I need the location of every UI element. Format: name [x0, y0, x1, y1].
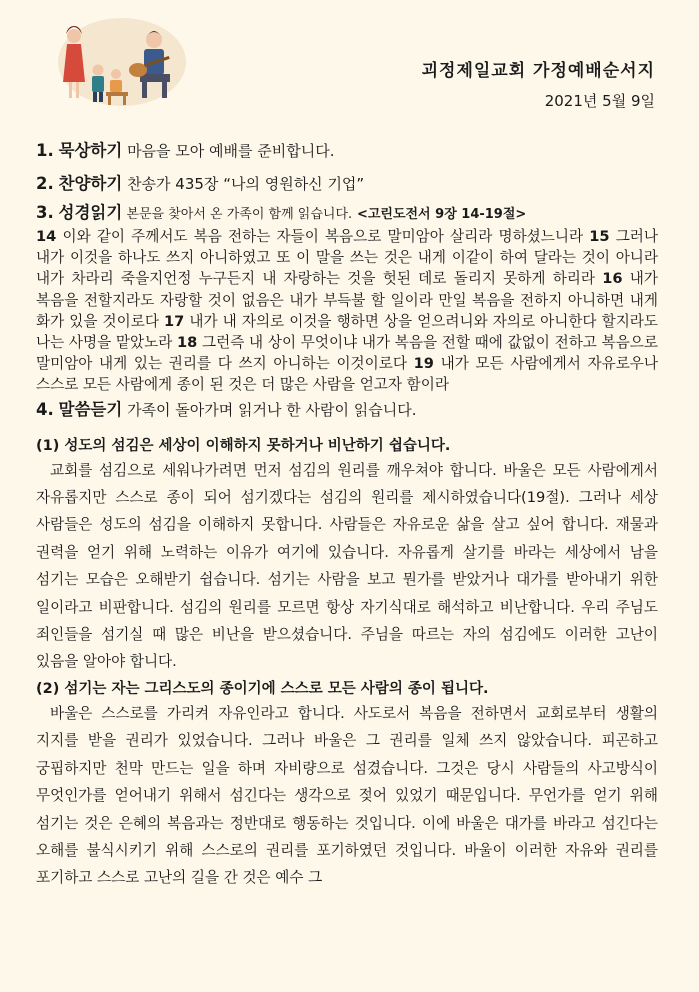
step-heading: 묵상하기	[58, 141, 123, 160]
step-scripture-reading	[36, 202, 658, 225]
step-text: 마음을 모아 예배를 준비합니다.	[122, 142, 335, 160]
document-date: 2021년 5월 9일	[544, 92, 655, 110]
worship-order	[36, 140, 658, 892]
verse-text: 이와 같이 주께서도 복음 전하는 자들이 복음으로 말미암아 살리라 명하셨느니라	[56, 228, 590, 245]
step-praise	[36, 173, 658, 195]
verse-text: 내가 복음을 전할지라도 자랑할 것이 없음은 내가 부득불 할 일이라 만일 복음을 전하지 아니하면 내게 화가 있을 것이로다	[36, 270, 658, 330]
step-heading: 성경읽기	[58, 203, 123, 222]
step-number: 2.	[36, 174, 54, 193]
step-heading: 말씀듣기	[58, 399, 123, 419]
verse-number: 15	[589, 228, 610, 245]
sermon-point-title: (1) 성도의 섬김은 세상이 이해하지 못하거나 비난하기 쉽습니다.	[36, 437, 451, 454]
sermon-point-body: 교회를 섬김으로 세워나가려면 먼저 섬김의 원리를 깨우쳐야 합니다. 바울은 모든 사람에게서 자유롭지만 스스로 종이 되어 섬기겠다는 섬김의 원리를 제시하였습니다(19절). 그러나 세상 사람들은 성도의 섬김을 이해하지 못합니다. 사람들은 자유로운 삶을 살고 싶어 합니다. 재물과 권력을 얻기 위해 노력하는 이유가 여기에 있습니다. 자유롭게 살기를 바라는 세상에서 남을 섬기는 모습은 오해받기 쉽습니다. 섬기는 사람을 보고 뭔가를 받았거나 대가를 받아내기 위한 일이라고 비판합니다. 섬김의 원리를 모르면 항상 자기식대로 해석하고 비난합니다. 우리 주님도 죄인들을 섬기실 때 많은 비난을 받으셨습니다. 주님을 따르는 자의 섬김에도 이러한 고난이 있음을 알아야 합니다.	[36, 461, 658, 671]
verse-number: 18	[177, 334, 198, 352]
sermon-point-title: (2) 섬기는 자는 그리스도의 종이기에 스스로 모든 사람의 종이 됩니다.	[36, 680, 489, 697]
verse-text: 그러나 내가 이것을 하나도 쓰지 아니하였고 또 이 말을 쓰는 것은 내게 이같이 하여 달라는 것이 아니라 내가 차라리 죽을지언정 누구든지 내 자랑하는 것을 헛된 데로 돌리지 못하게 하리라	[36, 228, 658, 288]
step-text: 가족이 돌아가며 읽거나 한 사람이 읽습니다.	[122, 400, 417, 419]
verse-number: 19	[413, 355, 434, 373]
step-number: 1.	[36, 141, 54, 160]
verse-number: 14	[36, 228, 57, 245]
document-title: 괴정제일교회 가정예배순서지	[421, 61, 655, 81]
family-worship-illustration	[48, 14, 196, 126]
step-meditation	[36, 140, 658, 162]
step-text: 찬송가 435장 “나의 영원하신 기업”	[122, 175, 365, 193]
step-sermon	[36, 399, 658, 421]
scripture-passage	[36, 226, 658, 396]
sermon-point-body: 바울은 스스로를 가리켜 자유인라고 합니다. 사도로서 복음을 전하면서 교회로부터 생활의 지지를 받을 권리가 있었습니다. 그러나 바울은 그 권리를 일체 쓰지 않았습니다. 피곤하고 궁핍하지만 천막 만드는 일을 하며 자비량으로 섬겼습니다. 그것은 당시 사람들의 사고방식이 무엇인가를 얻어내기 위해서 섬긴다는 생각으로 젖어 있었기 때문입니다. 무언가를 얻기 위해 섬기는 것은 은혜의 복음과는 정반대로 행동하는 것입니다. 이에 바울은 대가를 바라고 섬긴다는 오해를 불식시키기 위해 스스로의 권리를 포기하였던 것입니다. 바울이 이러한 자유와 권리를 포기하고 스스로 고난의 길을 간 것은 예수 그	[36, 704, 658, 887]
verse-text: 내가 내 자의로 이것을 행하면 상을 얻으려니와 자의로 아니한다 할지라도 나는 사명을 맡았노라	[36, 312, 658, 352]
scripture-reference: <고린도전서 9장 14-19절>	[356, 207, 527, 222]
step-number: 3.	[36, 203, 54, 222]
verse-text: 그런즉 내 상이 무엇이냐 내가 복음을 전할 때에 값없이 전하고 복음으로 말미암아 내게 있는 권리를 다 쓰지 아니하는 이것이로다	[36, 334, 658, 373]
verse-number: 17	[164, 312, 185, 330]
verse-text: 내가 모든 사람에게서 자유로우나 스스로 모든 사람에게 종이 된 것은 더 많은 사람을 얻고자 함이라	[36, 355, 658, 394]
verse-number: 16	[602, 270, 623, 288]
step-text: 본문을 찾아서 온 가족이 함께 읽습니다.	[122, 207, 353, 222]
step-number: 4.	[36, 399, 54, 419]
step-heading: 찬양하기	[58, 174, 123, 193]
